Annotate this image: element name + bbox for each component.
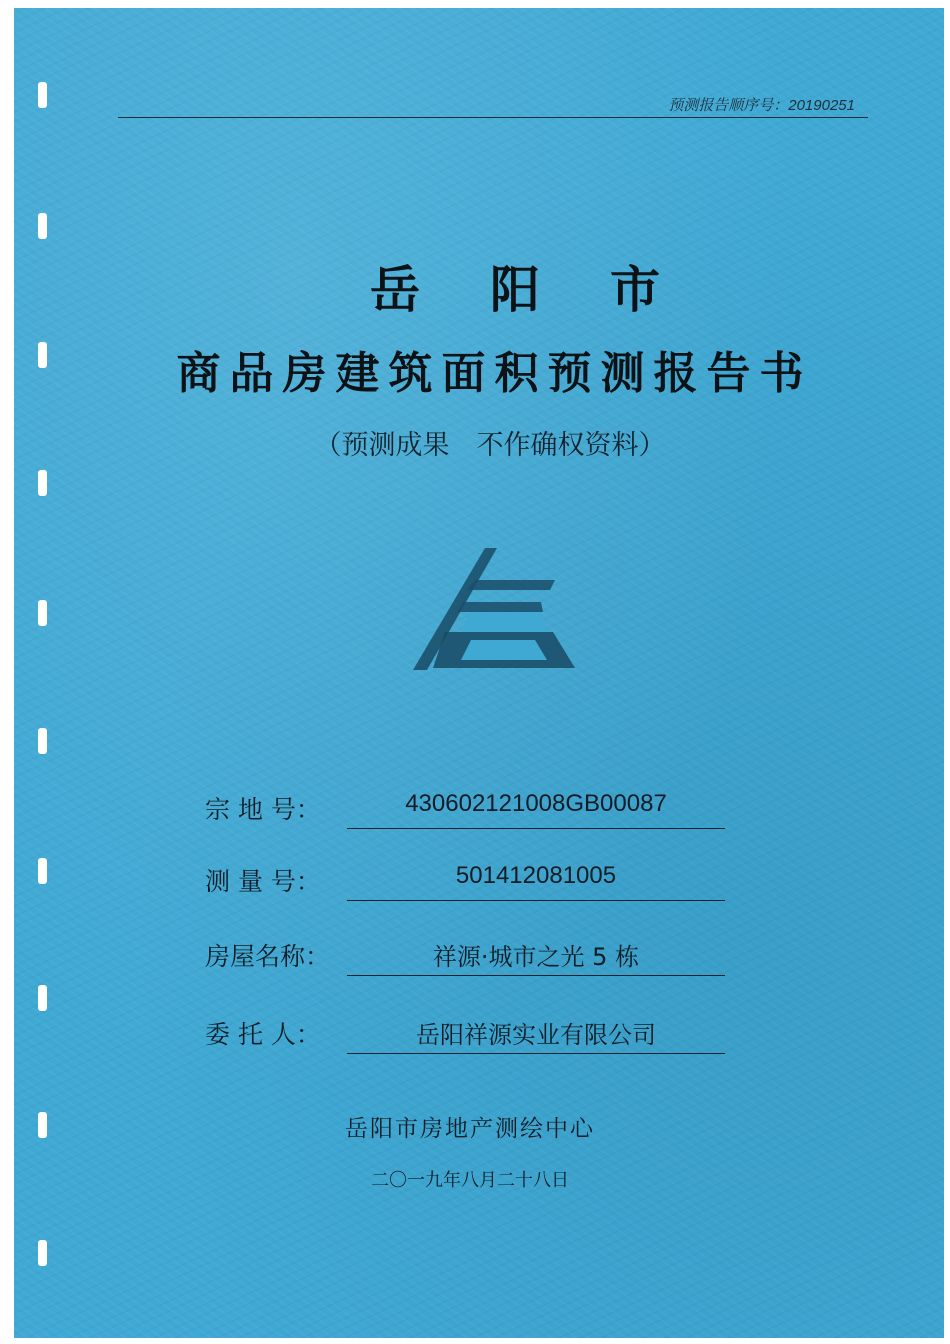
field-label: 宗 地 号：	[205, 795, 321, 824]
field-value: 岳阳祥源实业有限公司	[416, 1021, 656, 1049]
issuing-organization: 岳阳市房地产测绘中心	[345, 1116, 595, 1142]
subtitle: （预测成果 不作确权资料）	[314, 430, 666, 461]
field-building-name	[205, 935, 735, 979]
issue-date: 二〇一九年八月二十八日	[371, 1170, 569, 1191]
field-value: 430602121008GB00087	[405, 790, 667, 817]
binding-hole	[38, 600, 47, 626]
binding-hole	[38, 82, 47, 108]
header-rule	[118, 117, 868, 118]
field-underline	[347, 1053, 725, 1054]
yue-triangle-logo-icon	[405, 540, 580, 675]
binding-hole	[38, 213, 47, 239]
field-survey-number	[205, 860, 735, 904]
field-label: 委 托 人：	[205, 1020, 321, 1049]
field-label: 房屋名称：	[205, 942, 331, 971]
field-label: 测 量 号：	[205, 867, 321, 896]
binding-hole	[38, 342, 47, 368]
field-land-parcel-number	[205, 788, 735, 832]
binding-hole	[38, 1240, 47, 1266]
binding-hole	[38, 1112, 47, 1138]
field-underline	[347, 900, 725, 901]
binding-hole	[38, 728, 47, 754]
binding-hole	[38, 470, 47, 496]
page-title: 商品房建筑面积预测报告书	[176, 348, 813, 399]
field-underline	[347, 975, 725, 976]
title-city: 岳阳市	[370, 260, 730, 319]
field-value: 501412081005	[455, 862, 617, 889]
binding-hole	[38, 985, 47, 1011]
field-value: 祥源·城市之光 5 栋	[432, 943, 640, 971]
report-serial-number: 预测报告顺序号：20190251	[668, 97, 855, 114]
field-client	[205, 1013, 735, 1057]
binding-hole	[38, 858, 47, 884]
field-underline	[347, 828, 725, 829]
